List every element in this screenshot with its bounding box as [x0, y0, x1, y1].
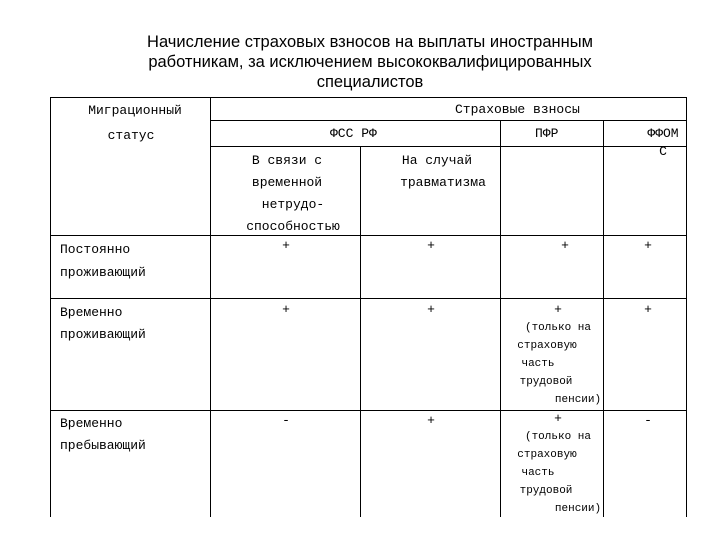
table-left-border: [50, 97, 51, 517]
row-2-pfr: [503, 301, 613, 409]
title-line-2: работникам, за исключением высококвалифицированных: [148, 53, 592, 71]
header-injury: [388, 150, 498, 194]
header-ffoms-line-1: ФФОМ: [647, 126, 679, 141]
row-2-ffoms: +: [644, 302, 652, 317]
row-3-pfr-line-4: часть: [521, 467, 555, 479]
header-divider-1: [210, 120, 686, 121]
row-3-injury: +: [427, 413, 435, 428]
row-1-status-line-1: Постоянно: [60, 242, 131, 257]
row-3-status-line-1: Временно: [60, 416, 123, 431]
row-2-status-line-2: проживающий: [60, 327, 146, 342]
row-divider-1: [50, 298, 686, 299]
row-3-pfr-line-2: (только на: [524, 431, 591, 443]
header-temp-disability-line-4: способностью: [246, 219, 340, 234]
row-2-temp-disability: +: [282, 302, 290, 317]
row-2-injury: +: [427, 302, 435, 317]
row-3-ffoms: -: [644, 413, 652, 428]
row-3-temp-disability: -: [282, 413, 290, 428]
row-3-pfr: [503, 410, 613, 518]
header-ffoms-line-2: С: [659, 144, 667, 159]
header-status-line-1: Миграционный: [88, 103, 182, 118]
title-line-3: специалистов: [316, 73, 424, 91]
header-injury-line-1: На случай: [401, 153, 473, 168]
row-1-pfr: +: [561, 238, 569, 253]
title-line-1: Начисление страховых взносов на выплаты иностранным: [147, 33, 593, 51]
row-2-pfr-line-4: часть: [521, 358, 555, 370]
row-3-pfr-line-3: страховую: [517, 449, 577, 461]
header-contributions: Страховые взносы: [455, 102, 580, 117]
row-1-ffoms: +: [644, 238, 652, 253]
header-temp-disability-line-2: временной: [251, 175, 323, 190]
row-1-temp-disability: +: [282, 238, 290, 253]
table-row-3-status: [60, 413, 146, 457]
row-2-pfr-line-2: (только на: [524, 322, 591, 334]
row-1-injury: +: [427, 238, 435, 253]
header-injury-line-2: травматизма: [400, 175, 486, 190]
header-fss: ФСС РФ: [330, 126, 377, 141]
header-temp-disability-line-1: В связи с: [251, 153, 323, 168]
page-title: [100, 32, 640, 92]
table-row-1-status: [60, 238, 146, 284]
status-column-border: [210, 97, 211, 517]
row-2-status-line-1: Временно: [60, 305, 123, 320]
row-3-pfr-line-6: пенсии): [554, 503, 602, 515]
row-3-pfr-line-1: +: [554, 411, 562, 426]
row-2-pfr-line-5: трудовой: [519, 376, 573, 388]
header-ffoms: [634, 125, 692, 161]
header-pfr: ПФР: [535, 126, 559, 141]
header-bottom-border: [50, 235, 686, 236]
row-3-status-line-2: пребывающий: [60, 438, 146, 453]
row-2-pfr-line-6: пенсии): [554, 394, 602, 406]
table-row-2-status: [60, 302, 146, 346]
header-divider-2: [210, 146, 686, 147]
header-temp-disability: [238, 150, 348, 238]
header-status-line-2: статус: [107, 128, 155, 143]
row-3-pfr-line-5: трудовой: [519, 485, 573, 497]
fss-subcolumn-border: [360, 146, 361, 517]
row-2-pfr-line-1: +: [554, 302, 562, 317]
row-1-status-line-2: проживающий: [60, 265, 146, 280]
header-temp-disability-line-3: нетрудо-: [261, 197, 325, 212]
header-status: [70, 98, 200, 148]
row-2-pfr-line-3: страховую: [517, 340, 577, 352]
